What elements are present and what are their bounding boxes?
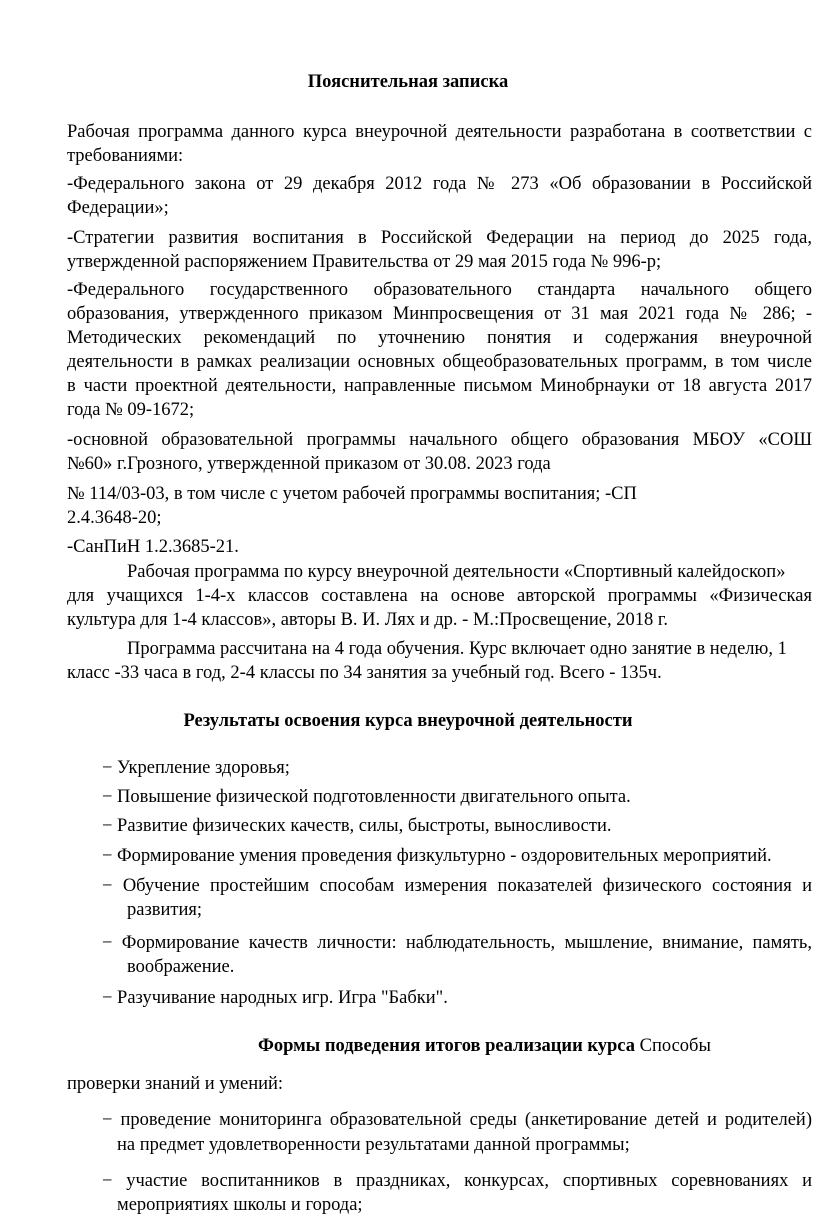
intro-line: Рабочая программа данного курса внеурочной деятельности разработана в соответствии с	[67, 122, 812, 142]
results-heading: Результаты освоения курса внеурочной деятельности	[183, 711, 633, 731]
results-item: − Разучивание народных игр. Игра "Бабки".	[102, 988, 448, 1008]
forms-item: − участие воспитанников в праздниках, конкурсах, спортивных соревнованиях и	[102, 1171, 812, 1191]
intro-line: -СанПиН 1.2.3685-21.	[67, 537, 239, 557]
forms-heading-bold: Формы подведения итогов реализации курса	[258, 1036, 635, 1056]
forms-heading	[258, 1035, 812, 1057]
intro-line: в части проектной деятельности, направленные письмом Минобрнауки от 18 августа 2017	[67, 376, 812, 396]
results-item: воображение.	[127, 957, 235, 977]
forms-heading-rest: Способы	[635, 1036, 711, 1056]
intro-line: деятельности в рамках реализации основных общеобразовательных программ, в том числе	[67, 352, 812, 372]
intro-line: 2.4.3648-20;	[67, 508, 162, 528]
forms-subline: проверки знаний и умений:	[67, 1074, 284, 1094]
intro-line: Программа рассчитана на 4 года обучения. Курс включает одно занятие в неделю, 1	[127, 639, 787, 659]
forms-item: − проведение мониторинга образовательной среды (анкетирование детей и родителей)	[102, 1110, 812, 1130]
results-item: − Повышение физической подготовленности двигательного опыта.	[102, 787, 631, 807]
intro-line: Методических рекомендаций по уточнению понятия и содержания внеурочной	[67, 328, 812, 348]
intro-line: года № 09-1672;	[67, 400, 195, 420]
intro-line: утвержденной распоряжением Правительства от 29 мая 2015 года № 996-р;	[67, 252, 662, 272]
intro-line: -Федерального закона от 29 декабря 2012 года № 273 «Об образовании в Российской	[67, 174, 812, 194]
results-item: − Развитие физических качеств, силы, быстроты, выносливости.	[102, 816, 612, 836]
results-item: − Обучение простейшим способам измерения показателей физического состояния и	[102, 876, 812, 896]
intro-line: культура для 1-4 классов», авторы В. И. Лях и др. - М.:Просвещение, 2018 г.	[67, 610, 668, 630]
page-title: Пояснительная записка	[307, 72, 509, 92]
intro-line: Рабочая программа по курсу внеурочной деятельности «Спортивный калейдоскоп»	[127, 562, 786, 582]
intro-line: № 114/03-03, в том числе с учетом рабочей программы воспитания; -СП	[67, 484, 637, 504]
results-item: развития;	[127, 900, 203, 920]
intro-line: Федерации»;	[67, 198, 169, 218]
results-item: − Формирование качеств личности: наблюдательность, мышление, внимание, память,	[102, 933, 812, 953]
forms-item: на предмет удовлетворенности результатами данной программы;	[117, 1135, 630, 1155]
results-item: − Укрепление здоровья;	[102, 758, 290, 778]
intro-line: -Федерального государственного образовательного стандарта начального общего	[67, 280, 812, 300]
intro-line: требованиями:	[67, 146, 184, 166]
intro-line: образования, утвержденного приказом Минпросвещения от 31 мая 2021 года № 286; -	[67, 304, 812, 324]
forms-item: мероприятиях школы и города;	[117, 1195, 363, 1215]
intro-line: -основной образовательной программы начального общего образования МБОУ «СОШ	[67, 430, 812, 450]
intro-line: №60» г.Грозного, утвержденной приказом от 30.08. 2023 года	[67, 454, 551, 474]
intro-line: для учащихся 1-4-х классов составлена на основе авторской программы «Физическая	[67, 586, 812, 606]
results-item: − Формирование умения проведения физкультурно - оздоровительных мероприятий.	[102, 846, 772, 866]
intro-line: -Стратегии развития воспитания в Российской Федерации на период до 2025 года,	[67, 228, 812, 248]
intro-line: класс -33 часа в год, 2-4 классы по 34 занятия за учебный год. Всего - 135ч.	[67, 663, 662, 683]
